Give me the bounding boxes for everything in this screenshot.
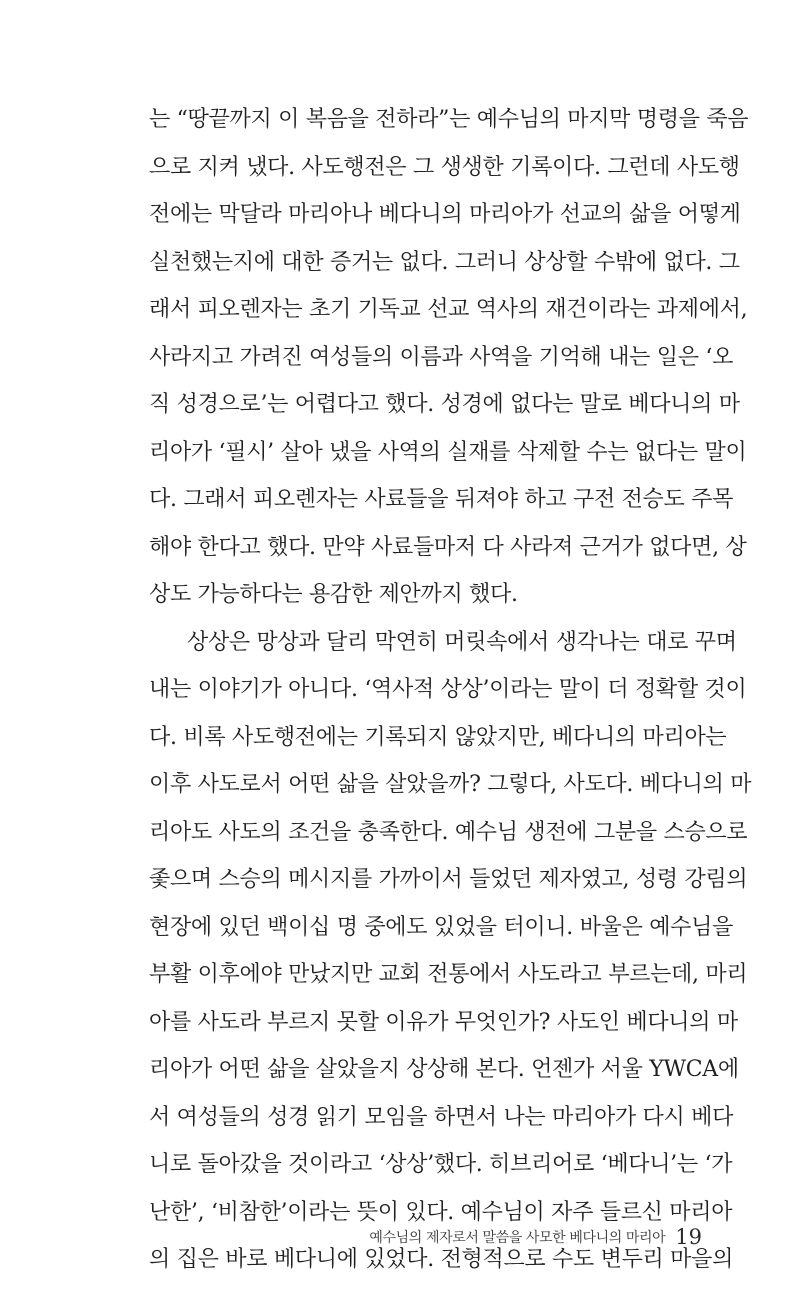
text-line: 아를 사도라 부르지 못할 이유가 무엇인가? 사도인 베다니의 마 <box>149 1009 738 1035</box>
text-line: 내는 이야기가 아니다. ‘역사적 상상’이라는 말이 더 정확할 것이 <box>149 677 747 702</box>
text-line: 는 “땅끝까지 이 복음을 전하라”는 예수님의 마지막 명령을 죽음 <box>149 107 749 132</box>
text-line: 리아가 ‘필시’ 살아 냈을 사역의 실재를 삭제할 수는 없다는 말이 <box>149 439 747 465</box>
text-line: 난한’, ‘비참한’이라는 뜻이 있다. 예수님이 자주 들르신 마리아 <box>149 1199 733 1225</box>
text-line: 좇으며 스승의 메시지를 가까이서 들었던 제자였고, 성령 강림의 <box>149 867 748 892</box>
text-line: 다. 비록 사도행전에는 기록되지 않았지만, 베다니의 마리아는 <box>149 724 727 750</box>
text-line: 전에는 막달라 마리아나 베다니의 마리아가 선교의 삶을 어떻게 <box>149 202 741 227</box>
page-footer <box>369 1222 702 1252</box>
paragraph-start-line: 상상은 망상과 달리 막연히 머릿속에서 생각나는 대로 꾸며 <box>187 629 737 655</box>
text-line: 리아가 어떤 삶을 살았을지 상상해 본다. 언젠가 서울 YWCA에 <box>149 1057 739 1082</box>
text-line: 사라지고 가려진 여성들의 이름과 사역을 기억해 내는 일은 ‘오 <box>149 344 734 370</box>
text-line: 의 집은 바로 베다니에 있었다. 전형적으로 수도 변두리 마을의 <box>149 1247 734 1272</box>
text-line: 니로 돌아갔을 것이라고 ‘상상’했다. 히브리어로 ‘베다니’는 ‘가 <box>149 1152 733 1177</box>
text-line: 으로 지켜 냈다. 사도행전은 그 생생한 기록이다. 그런데 사도행 <box>149 154 740 180</box>
text-line: 직 성경으로’는 어렵다고 했다. 성경에 없다는 말로 베다니의 마 <box>149 392 740 417</box>
text-line: 리아도 사도의 조건을 충족한다. 예수님 생전에 그분을 스승으로 <box>149 819 748 845</box>
text-line: 다. 그래서 피오렌자는 사료들을 뒤져야 하고 구전 전승도 주목 <box>149 487 734 512</box>
text-line: 실천했는지에 대한 증거는 없다. 그러니 상상할 수밖에 없다. 그 <box>149 249 740 275</box>
page-number: 19 <box>675 1225 702 1249</box>
text-line: 서 여성들의 성경 읽기 모임을 하면서 나는 마리아가 다시 베다 <box>149 1104 734 1130</box>
body-text <box>149 96 752 1284</box>
text-line: 해야 한다고 했다. 만약 사료들마저 다 사라져 근거가 없다면, 상 <box>149 534 747 560</box>
running-title: 예수님의 제자로서 말씀을 사모한 베다니의 마리아 <box>369 1230 666 1246</box>
text-line: 현장에 있던 백이십 명 중에도 있었을 터이니. 바울은 예수님을 <box>149 914 734 940</box>
text-line: 래서 피오렌자는 초기 기독교 선교 역사의 재건이라는 과제에서, <box>149 297 748 322</box>
text-line: 이후 사도로서 어떤 삶을 살았을까? 그렇다, 사도다. 베다니의 마 <box>149 772 752 797</box>
text-line: 상도 가능하다는 용감한 제안까지 했다. <box>149 582 518 607</box>
text-line: 부활 이후에야 만났지만 교회 전통에서 사도라고 부르는데, 마리 <box>149 962 748 987</box>
